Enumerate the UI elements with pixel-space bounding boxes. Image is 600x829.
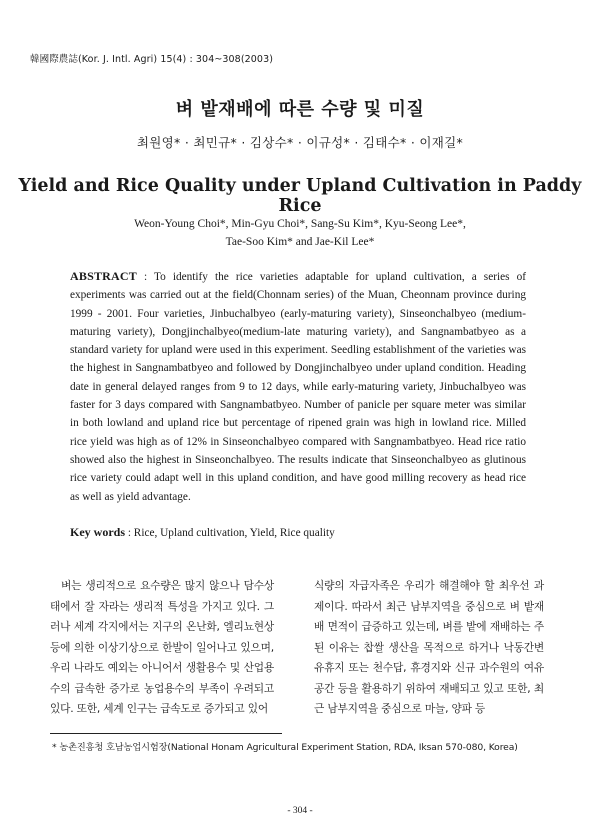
- english-authors-line1: Weon-Young Choi*, Min-Gyu Choi*, Sang-Su Kim*, Kyu-Seong Lee*,: [134, 218, 466, 230]
- abstract: [70, 267, 526, 506]
- journal-citation: 韓國際農誌(Kor. J. Intl. Agri) 15(4) : 304~308(2003): [30, 54, 274, 65]
- english-authors-line2: Tae-Soo Kim* and Jae-Kil Lee*: [225, 236, 375, 248]
- body-column-right: 식량의 자급자족은 우리가 해결해야 할 최우선 과제이다. 따라서 최근 남부지역을 중심으로 벼 밭재배 면적이 급증하고 있는데, 벼를 밭에 재배하는 주된 이유는 찹쌀 생산을 목적으로 하거나 낙동간변 유휴지 또는 천수답, 휴경지와 신규 과수원의 여유공간 등을 활용하기 위하여 재배되고 있고 또한, 최근 남부지역을 중심으로 마늘, 양파 등: [314, 579, 544, 715]
- english-title: Yield and Rice Quality under Upland Cultivation in Paddy Rice: [18, 176, 582, 216]
- page-number: - 304 -: [287, 806, 313, 816]
- korean-authors: 최원영* · 최민규* · 김상수* · 이규성* · 김태수* · 이재길*: [136, 135, 464, 150]
- keywords-label: Key words: [70, 525, 125, 539]
- english-authors: [0, 215, 600, 251]
- keywords: [70, 525, 526, 540]
- footnote-divider: [50, 733, 282, 734]
- affiliation-footnote: * 농촌진흥청 호남농업시험장(National Honam Agricultural Experiment Station, RDA, Iksan 570-080, Korea): [52, 742, 518, 753]
- abstract-text: : To identify the rice varieties adaptable for upland cultivation, a series of experiments was carried out at the field(Chonnam series) of the Muan, Cheonnam province during 1999 - 2001. Four varieties, Jinbuchalbyeo (early-maturing variety), Sinseonchalbyeo (medium-maturing variety), Dongjinchalbyeo(medium-late maturing variety), and Sangnambatbyeo as a standard variety for upland were used in this experiment. Seedling establishment of the varieties was the highest in Sangnambatbyeo and followed by Dongjinchalbyeo under upland condition. Heading date in general delayed ranges from 9 to 12 days, while early-maturing variety, Jinbuchalbyeo was faster for 3 days compared with Sangnambatbyeo. Number of panicle per square meter was similar in both lowland and upland rice but percentage of ripened grain was high in lowland rice. Milled rice yield was high as of 12% in Sinseonchalbyeo compared with Sangnambatbyeo. Head rice ratio showed also the highest in Sinseonchalbyeo. The results indicate that Sinseonchalbyeo as glutinous rice variety could adapt well in this upland condition, and have good milling recovery as head rice as well as yield advantage.: [70, 271, 526, 503]
- body-column-left: 벼는 생리적으로 요수량은 많지 않으나 담수상태에서 잘 자라는 생리적 특성을 가지고 있다. 그러나 세계 각지에서는 지구의 온난화, 엘리뇨현상 등에 의한 이상기상으로 한발이 일어나고 있으며, 우리 나라도 예외는 아니어서 생활용수 및 산업용수의 급속한 증가로 농업용수의 부족이 우려되고 있다. 또한, 세계 인구는 급속도로 증가되고 있어: [50, 579, 274, 715]
- korean-title: 벼 밭재배에 따른 수량 및 미질: [175, 99, 425, 120]
- abstract-label: ABSTRACT: [70, 269, 137, 283]
- keywords-text: : Rice, Upland cultivation, Yield, Rice quality: [125, 527, 335, 539]
